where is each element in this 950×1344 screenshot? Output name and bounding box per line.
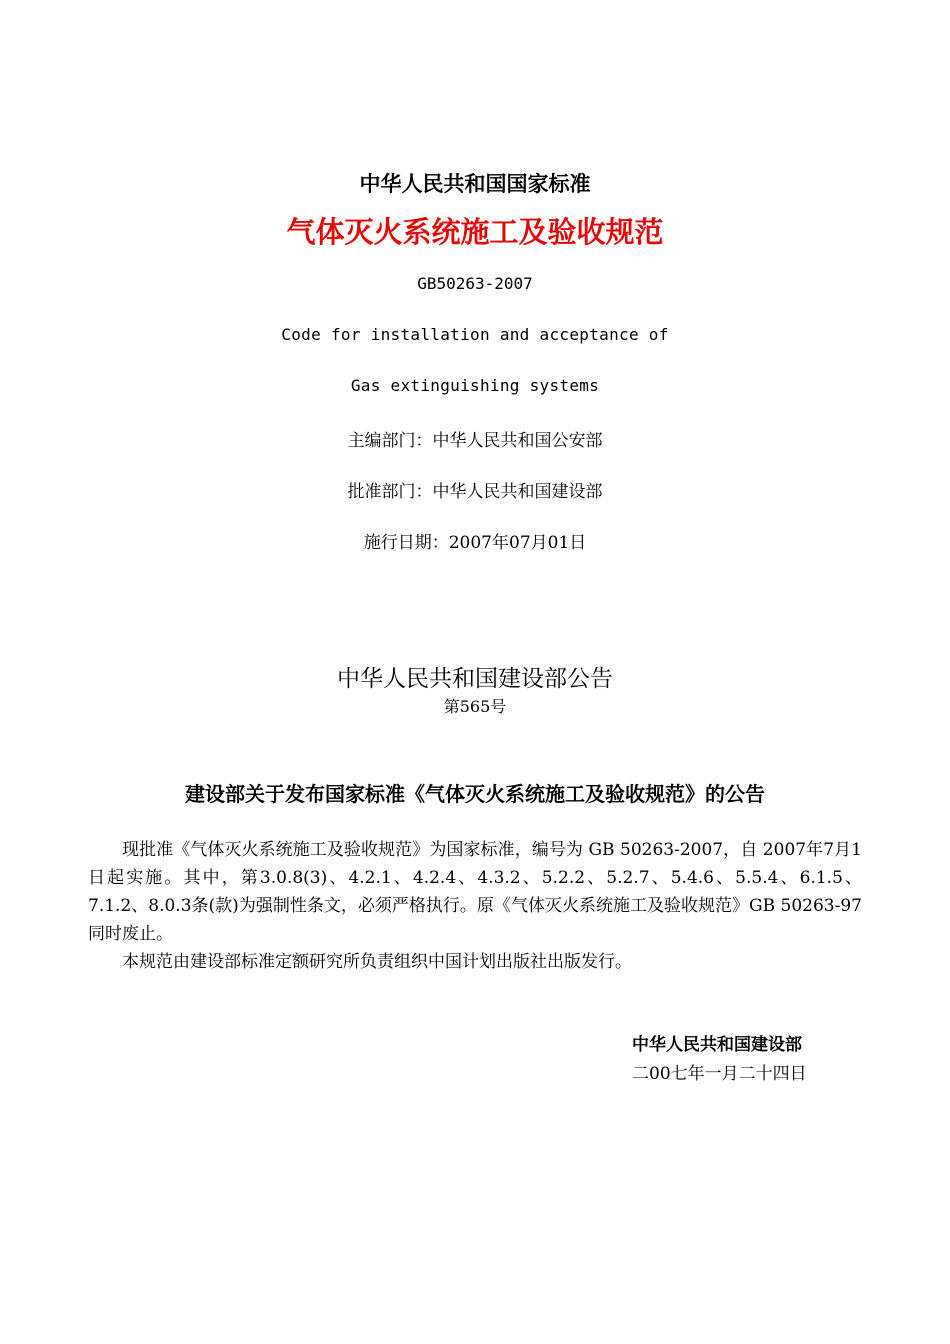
document-title: 气体灭火系统施工及验收规范 <box>286 215 664 249</box>
notice-heading: 建设部关于发布国家标准《气体灭火系统施工及验收规范》的公告 <box>185 782 765 806</box>
standard-header: 中华人民共和国国家标准 <box>359 172 591 196</box>
announcement-number: 第565号 <box>443 697 507 716</box>
standard-number: GB50263-2007 <box>417 274 533 293</box>
approval-department: 批准部门：中华人民共和国建设部 <box>347 482 603 502</box>
english-title-line2: Gas extinguishing systems <box>350 376 600 395</box>
english-title-line1: Code for installation and acceptance of <box>281 325 669 344</box>
editor-department: 主编部门：中华人民共和国公安部 <box>347 431 603 451</box>
notice-paragraph: 现批准《气体灭火系统施工及验收规范》为国家标准，编号为 GB 50263-2007，自 2007年7月1日起实施。其中，第3.0.8(3)、4.2.1、4.2.4、4.3.2、5.2.2、5.2.7、5.4.6、5.5.4、6.1.5、7.1.2、8.0.3条(款)为强制性条文，必须严格执行。原《气体灭火系统施工及验收规范》GB 50263-97同时废止。 <box>88 840 863 944</box>
effective-date: 施行日期：2007年07月01日 <box>363 533 587 553</box>
notice-paragraph: 本规范由建设部标准定额研究所负责组织中国计划出版社出版发行。 <box>122 952 632 972</box>
signature-date: 二00七年一月二十四日 <box>632 1064 807 1084</box>
signature-organization: 中华人民共和国建设部 <box>632 1035 802 1055</box>
announcement-title: 中华人民共和国建设部公告 <box>337 666 613 692</box>
